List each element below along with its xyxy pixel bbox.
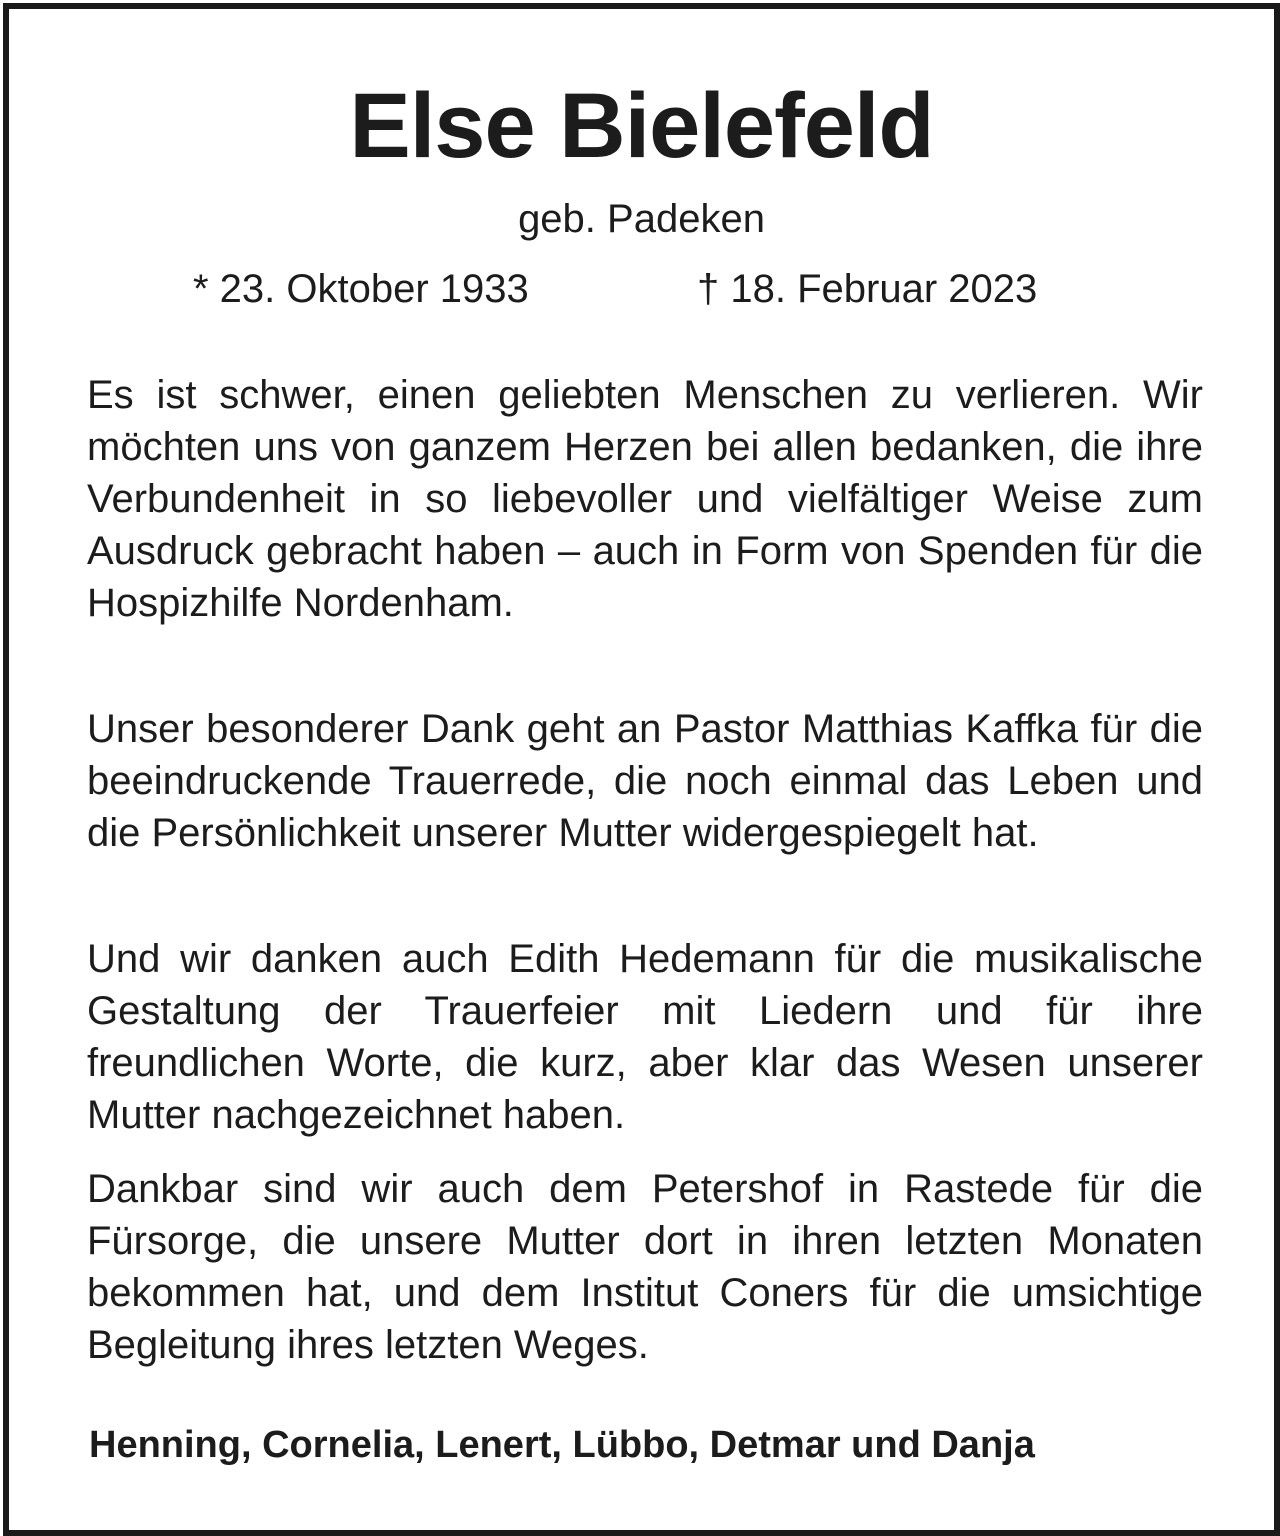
- paragraph-thanks: Es ist schwer, einen geliebten Menschen zu verlieren. Wir möchten uns von ganzem Herzen bei allen bedanken, die ihre Verbundenheit in so liebevoller und vielfältiger Weise zum Ausdruck gebracht haben – auch in Form von Spenden für die Hospizhilfe Nordenham.: [87, 373, 1203, 625]
- deceased-name: Else Bielefeld: [349, 75, 934, 177]
- paragraph-care: Dankbar sind wir auch dem Petershof in Rastede für die Fürsorge, die unsere Mutter dort in ihren letzten Monaten bekommen hat, und dem Institut Coners für die umsichtige Begleitung ihres letzten Weges.: [87, 1167, 1203, 1367]
- birth-name: geb. Padeken: [518, 197, 765, 241]
- paragraph-music: Und wir danken auch Edith Hedemann für die musikalische Gestaltung der Trauerfeier mit Liedern und für ihre freundlichen Worte, die kurz, aber klar das Wesen unserer Mutter nachgezeichnet haben.: [87, 937, 1203, 1137]
- death-date: † 18. Februar 2023: [697, 267, 1038, 311]
- obituary-notice: [3, 3, 1280, 1536]
- family-signature: Henning, Cornelia, Lenert, Lübbo, Detmar und Danja: [89, 1424, 1035, 1466]
- birth-date: * 23. Oktober 1933: [193, 267, 529, 311]
- paragraph-pastor: Unser besonderer Dank geht an Pastor Matthias Kaffka für die beeindruckende Trauerrede, die noch einmal das Leben und die Persönlichkeit unserer Mutter widergespiegelt hat.: [87, 707, 1203, 855]
